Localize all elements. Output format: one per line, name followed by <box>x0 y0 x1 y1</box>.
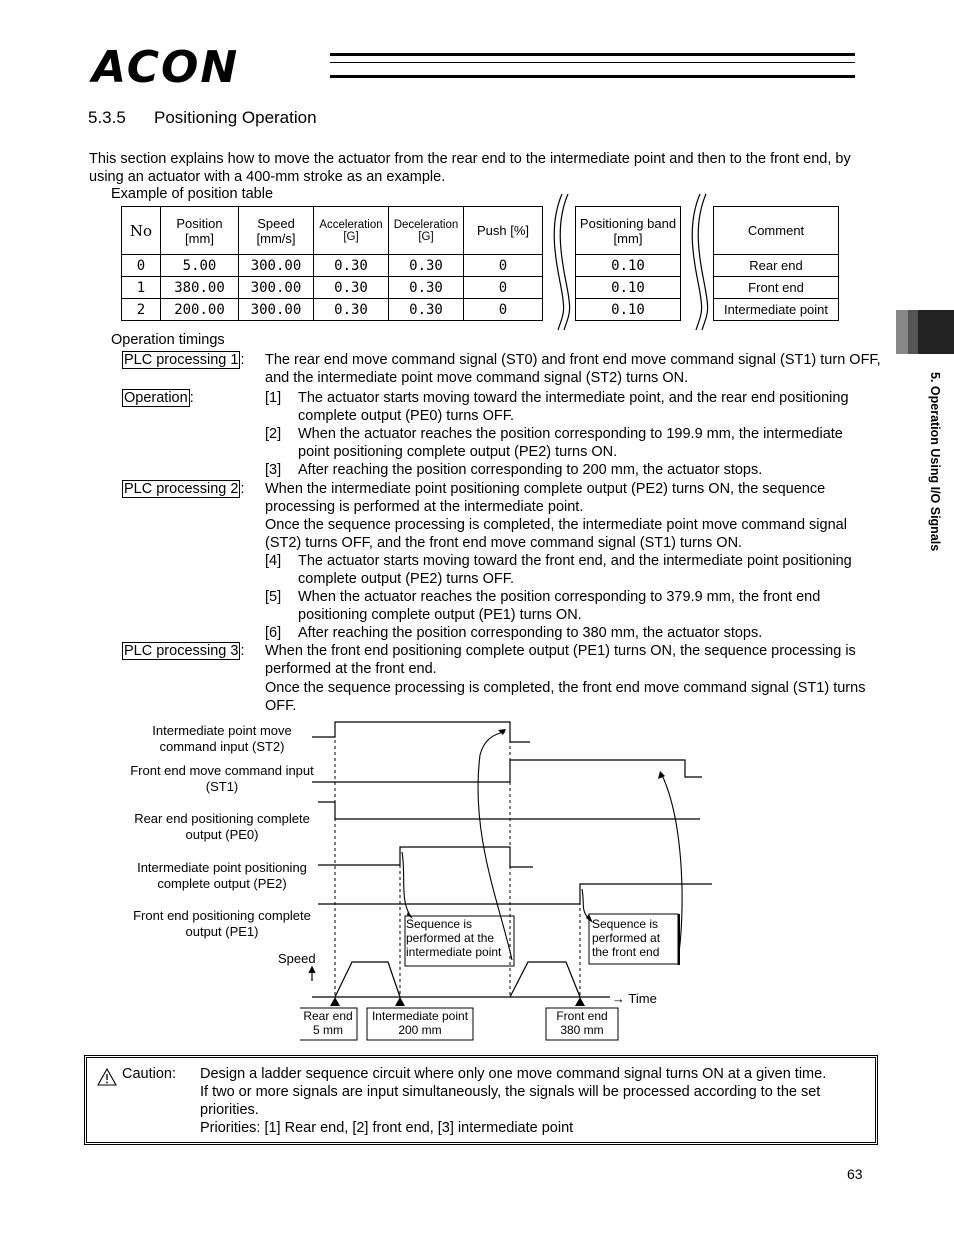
speed-label: Speed <box>278 951 316 966</box>
table-cell: 300.00 <box>239 277 314 299</box>
table-cell: 0.30 <box>314 277 389 299</box>
table-break-marks <box>540 192 730 332</box>
step-text: The actuator starts moving toward the intermediate point, and the rear end positioning complete output (PE0) turns OFF. <box>298 390 849 424</box>
chapter-side-title: 5. Operation Using I/O Signals <box>928 372 942 552</box>
table-cell: Front end <box>714 277 839 299</box>
page-number: 63 <box>847 1166 863 1182</box>
table-cell: Rear end <box>714 255 839 277</box>
table-cell: 2 <box>122 299 161 321</box>
pe0-waveform <box>318 802 700 819</box>
arrow-seq-to-st2 <box>478 732 512 960</box>
time-axis-label: → Time <box>612 991 657 1006</box>
table-cell: Intermediate point <box>714 299 839 321</box>
header-position: Position [mm] <box>161 207 239 255</box>
acon-logo: ACON <box>92 42 240 93</box>
sequence-mid-note: Sequence is performed at the intermediate point <box>406 917 502 959</box>
st1-waveform <box>312 760 702 782</box>
plc3-text-2: Once the sequence processing is completed, the front end move command signal (ST1) turns OFF. <box>265 680 866 714</box>
caution-line-3: Priorities: [1] Rear end, [2] front end, [3] intermediate point <box>200 1120 574 1136</box>
table-cell: 0.10 <box>576 255 681 277</box>
plc2-text: When the intermediate point positioning complete output (PE2) turns ON, the sequence processing is performed at the intermediate point. <box>265 481 826 515</box>
table-cell: 0.10 <box>576 277 681 299</box>
step-number: [6] <box>265 625 282 641</box>
position-front-label: Front end 380 mm <box>556 1009 608 1037</box>
table-caption: Example of position table <box>111 186 274 202</box>
time-arrow-icon: → <box>612 991 629 1006</box>
table-cell: 0.30 <box>389 277 464 299</box>
header-comment: Comment <box>714 207 839 255</box>
position-marker-rear <box>330 997 340 1006</box>
operation-label: Operation <box>124 390 188 406</box>
position-marker-front <box>575 997 585 1006</box>
plc3-label: PLC processing 3 <box>124 643 239 659</box>
step-number: [5] <box>265 589 282 605</box>
table-cell: 0.30 <box>314 255 389 277</box>
sequence-front-note: Sequence is performed at the front end <box>592 917 661 959</box>
position-mid-label: Intermediate point 200 mm <box>371 1009 469 1037</box>
header-rule <box>330 53 855 56</box>
step-number: [1] <box>265 390 282 406</box>
header-no: No <box>122 207 161 255</box>
sequence-front-box <box>589 914 678 964</box>
caution-label: Caution: <box>122 1066 177 1082</box>
caution-line-1: Design a ladder sequence circuit where only one move command signal turns ON at a given time. <box>200 1066 827 1082</box>
table-cell: 0 <box>464 277 543 299</box>
position-marker-mid <box>395 997 405 1006</box>
section-heading <box>88 108 317 128</box>
plc3-text: When the front end positioning complete output (PE1) turns ON, the sequence processing is performed at the front end. <box>265 643 856 677</box>
step-number: [4] <box>265 553 282 569</box>
plc2-text-2: Once the sequence processing is completed, the intermediate point move command signal (ST2) turns OFF, and the front end move command signal (ST1) turns ON. <box>265 517 847 551</box>
header-positioning-band: Positioning band [mm] <box>576 207 681 255</box>
header-deceleration: Deceleration [G] <box>389 207 464 255</box>
table-cell: 0 <box>464 255 543 277</box>
chapter-tab-shade <box>908 310 918 354</box>
header-push: Push [%] <box>464 207 543 255</box>
table-cell: 380.00 <box>161 277 239 299</box>
pe2-waveform <box>318 847 533 867</box>
step-number: [2] <box>265 426 282 442</box>
table-cell: 200.00 <box>161 299 239 321</box>
plc2-label: PLC processing 2 <box>124 481 239 497</box>
step-number: [3] <box>265 462 282 478</box>
table-cell: 0.30 <box>314 299 389 321</box>
section-number: 5.3.5 <box>88 108 126 127</box>
caution-box <box>84 1055 878 1145</box>
sequence-mid-box <box>405 916 514 966</box>
position-rear-label: Rear end 5 mm <box>303 1009 353 1037</box>
signal-label-pe1: Front end positioning complete output (PE1) <box>133 908 311 939</box>
plc1-text: The rear end move command signal (ST0) and front end move command signal (ST1) turn OFF, and the intermediate point move command signal (ST2) turns ON. <box>265 352 881 386</box>
section-title: Positioning Operation <box>154 108 317 127</box>
step-text: After reaching the position corresponding to 380 mm, the actuator stops. <box>298 625 763 641</box>
st2-waveform <box>312 722 530 742</box>
signal-label-pe0: Rear end positioning complete output (PE0) <box>134 811 310 842</box>
signal-label-pe2: Intermediate point positioning complete output (PE2) <box>137 860 307 891</box>
signal-label-st1: Front end move command input (ST1) <box>130 763 314 794</box>
timings-title: Operation timings <box>111 332 225 348</box>
table-cell: 0 <box>464 299 543 321</box>
warning-icon <box>97 1068 117 1086</box>
caution-line-2: If two or more signals are input simultaneously, the signals will be processed according to the set priorities. <box>200 1084 821 1118</box>
step-text: When the actuator reaches the position corresponding to 199.9 mm, the intermediate point positioning complete output (PE2) turns ON. <box>298 426 843 460</box>
table-cell: 0.30 <box>389 299 464 321</box>
step-text: The actuator starts moving toward the front end, and the intermediate point positioning complete output (PE2) turns OFF. <box>298 553 852 587</box>
arrow-pe2-to-seq <box>402 852 410 915</box>
table-cell: 300.00 <box>239 299 314 321</box>
plc1-label: PLC processing 1 <box>124 352 239 368</box>
header-rule <box>330 62 855 63</box>
table-cell: 0 <box>122 255 161 277</box>
header-speed: Speed [mm/s] <box>239 207 314 255</box>
timing-diagram <box>300 715 720 1045</box>
intro-paragraph: This section explains how to move the actuator from the rear end to the intermediate point and then to the front end, by using an actuator with a 400-mm stroke as an example. <box>89 151 851 185</box>
table-cell: 0.30 <box>389 255 464 277</box>
table-cell: 5.00 <box>161 255 239 277</box>
table-cell: 1 <box>122 277 161 299</box>
header-acceleration: Acceleration [G] <box>314 207 389 255</box>
table-cell: 300.00 <box>239 255 314 277</box>
header-rule <box>330 75 855 78</box>
speed-profile <box>335 962 580 997</box>
step-text: When the actuator reaches the position corresponding to 379.9 mm, the front end positioning complete output (PE1) turns ON. <box>298 589 821 623</box>
position-table <box>121 206 839 321</box>
step-text: After reaching the position corresponding to 200 mm, the actuator stops. <box>298 462 763 478</box>
chapter-tab-shade <box>896 310 908 354</box>
table-cell: 0.10 <box>576 299 681 321</box>
pe1-waveform <box>318 884 712 904</box>
signal-label-st2: Intermediate point move command input (ST2) <box>152 723 292 754</box>
